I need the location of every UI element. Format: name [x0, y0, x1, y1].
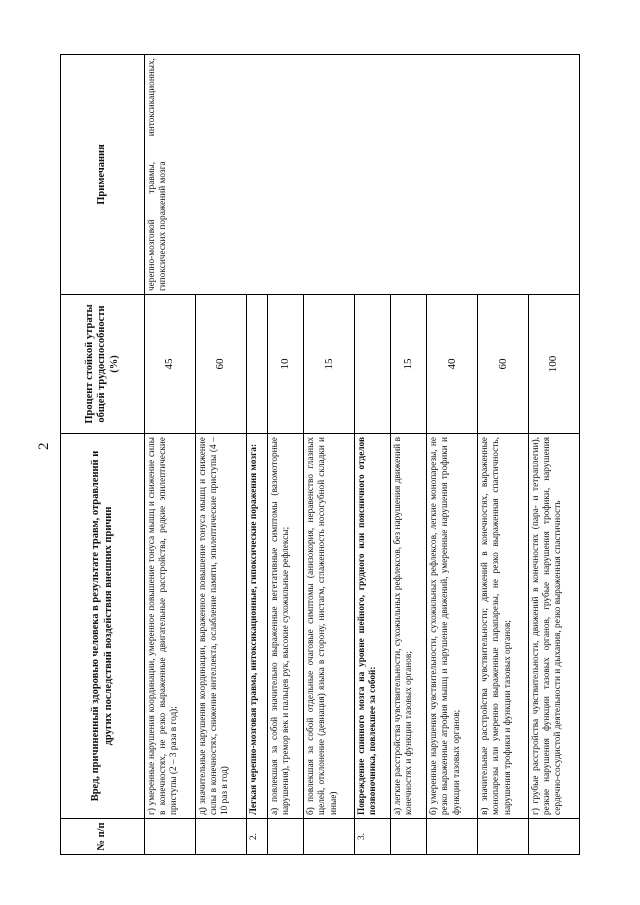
- header-num: № п/п: [61, 819, 145, 855]
- row-percent: 15: [304, 295, 355, 434]
- row-number: [391, 819, 427, 855]
- row-percent: 40: [427, 295, 478, 434]
- row-number: [195, 819, 246, 855]
- row-percent: [355, 295, 391, 434]
- row-description: Повреждение спинного мозга на уровне шейного, грудного или поясничного отделов позвоночника, повлекшее за собой:: [355, 434, 391, 819]
- row-description: б) повлекшая за собой отдельные очаговые симптомы (анизокория, неравенство глазных щелей, отклонение (девиация) языка в сторону, нистагм, сглаженность носогубной складки и иные): [304, 434, 355, 819]
- row-percent: 10: [268, 295, 304, 434]
- row-note: черепно-мозговой травмы, интоксикационных, гипоксических поражений мозга: [145, 55, 580, 295]
- table-header-row: [61, 55, 145, 855]
- row-percent: [246, 295, 267, 434]
- row-number: 3.: [355, 819, 391, 855]
- row-description: в) значительные расстройства чувствительности; движений в конечностях, выраженные монопарезы или умеренно выраженные парапарезы, не резко выраженная спастичность, нарушения трофики и функции тазовых органов;: [478, 434, 529, 819]
- row-number: [427, 819, 478, 855]
- row-percent: 60: [195, 295, 246, 434]
- row-number: [304, 819, 355, 855]
- row-description: Легкая черепно-мозговая травма, интоксикационные, гипоксические поражения мозга:: [246, 434, 267, 819]
- header-percent: Процент стойкой утраты общей трудоспособности (%): [61, 295, 145, 434]
- row-number: [478, 819, 529, 855]
- row-percent: 45: [145, 295, 196, 434]
- row-description: г) умеренные нарушения координации, умеренное повышение тонуса мышц и снижение силы в конечностях, не резко выраженные двигательные расстройства, редкие эпилептические приступы (2 – 3 раза в год);: [145, 434, 196, 819]
- page-number: 2: [36, 442, 52, 450]
- row-percent: 100: [529, 295, 580, 434]
- row-percent: 15: [391, 295, 427, 434]
- row-number: [529, 819, 580, 855]
- row-number: [145, 819, 196, 855]
- table-row: [145, 55, 196, 855]
- row-number: 2.: [246, 819, 267, 855]
- row-description: б) умеренные нарушения чувствительности, сухожильных рефлексов, легкие монопарезы, не резко выраженные атрофия мышц и нарушение движений, умеренные нарушения трофики и функции тазовых органов;: [427, 434, 478, 819]
- table-body: [145, 55, 580, 855]
- row-number: [268, 819, 304, 855]
- row-description: а) легкие расстройства чувствительности, сухожильных рефлексов, без нарушения движений в конечностях и функции тазовых органов;: [391, 434, 427, 819]
- header-notes: Примечания: [61, 55, 145, 295]
- row-description: д) значительные нарушения координации, выраженное повышение тонуса мышц и снижение силы в конечностях, снижение интеллекта, ослабление памяти, эпилептические приступы (4 – 10 раз в год): [195, 434, 246, 819]
- row-description: а) повлекшая за собой значительно выраженные вегетативные симптомы (вазомоторные нарушения), тремор век и пальцев рук, высокие сухожильные рефлексы;: [268, 434, 304, 819]
- rotated-table-container: [60, 55, 580, 855]
- header-harm: Вред, причиненный здоровью человека в результате травм, отравлений и других последствий воздействия внешних причин: [61, 434, 145, 819]
- row-description: г) грубые расстройства чувствительности, движений в конечностях (пара- и тетраплегии), резкие нарушения функции тазовых органов, грубые нарушения трофики, нарушения сердечно-сосудистой деятельности и дыхания, резко выраженная спастичность: [529, 434, 580, 819]
- row-percent: 60: [478, 295, 529, 434]
- harm-percentage-table: [60, 54, 580, 855]
